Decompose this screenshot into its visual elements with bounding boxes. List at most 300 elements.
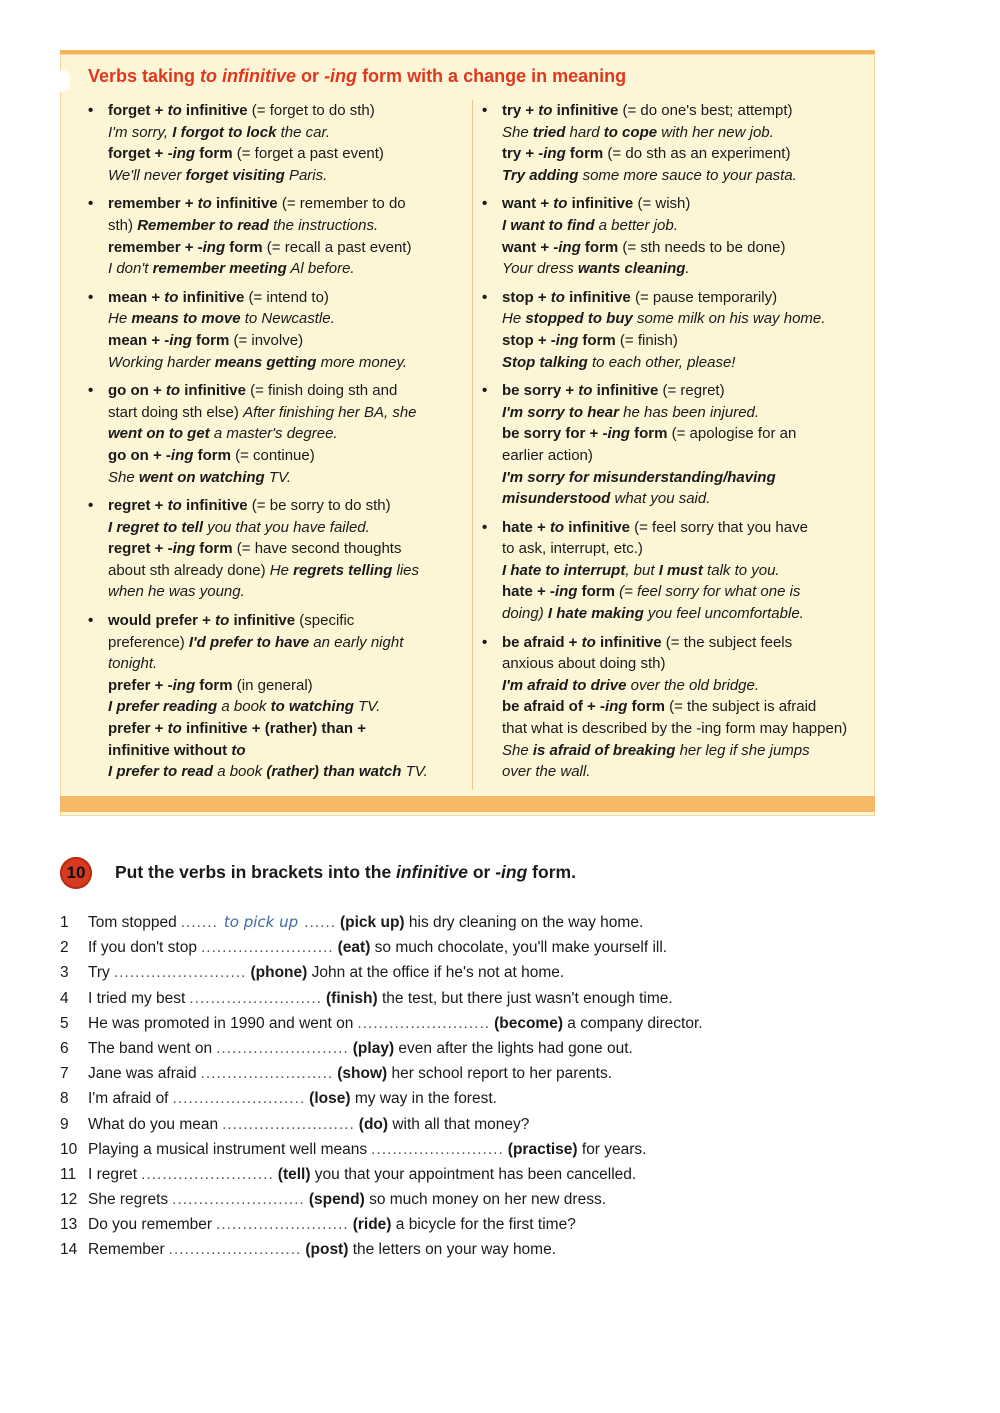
exercise-item	[60, 1237, 860, 1262]
example-line	[108, 423, 458, 445]
text-segment: went on watching	[138, 468, 265, 486]
text-segment: mean +	[108, 288, 165, 306]
item-text	[88, 1036, 633, 1061]
item-number: 6	[60, 1039, 69, 1057]
text-segment: She	[502, 741, 533, 759]
text-segment: prefer +	[108, 720, 168, 738]
verb-in-brackets: (lose)	[309, 1090, 351, 1108]
rules-column-left	[88, 100, 458, 790]
verb-in-brackets: (practise)	[507, 1140, 578, 1158]
text-segment: to ask, interrupt, etc.)	[502, 540, 643, 558]
item-number: 1	[60, 914, 69, 931]
text-segment: (= do one's best; attempt)	[618, 102, 793, 119]
text-segment: infinitive	[229, 612, 296, 630]
text-segment: form	[195, 540, 233, 558]
rule-item	[88, 495, 458, 603]
text-segment: tonight.	[108, 655, 158, 673]
text-segment: remember +	[108, 195, 198, 213]
text-segment: I'm afraid to drive	[502, 676, 627, 694]
item-prompt: I tried my best	[88, 989, 186, 1007]
text-segment: earlier action)	[502, 446, 593, 464]
text-segment: ing	[543, 145, 566, 163]
text-segment: to	[550, 288, 565, 306]
rule-line	[108, 237, 458, 259]
text-segment: remember + -	[108, 238, 203, 256]
bullet-icon: •	[482, 288, 488, 306]
title-part: form with a change in meaning	[357, 66, 627, 86]
text-segment: would prefer +	[108, 612, 216, 630]
text-segment: (= feel sorry for what one is	[614, 583, 801, 601]
example-line	[502, 258, 867, 280]
text-segment: ing	[607, 425, 630, 443]
text-segment: regret + -	[108, 540, 173, 558]
example-line	[108, 696, 458, 718]
item-number: 11	[60, 1165, 77, 1183]
rule-line	[108, 560, 458, 582]
text-segment: preference)	[108, 633, 189, 651]
text-segment: (= involve)	[229, 331, 304, 349]
text-segment: stopped to buy	[525, 310, 633, 328]
exercise-item	[60, 986, 860, 1011]
text-segment: hate + -	[502, 583, 555, 601]
text-segment: infinitive	[211, 195, 278, 213]
text-segment: to	[553, 195, 568, 213]
text-segment: (= regret)	[658, 382, 725, 400]
text-segment: ing	[172, 540, 196, 558]
example-line	[502, 488, 867, 510]
answer-blank[interactable]: .........................	[141, 1165, 274, 1183]
bullet-icon: •	[88, 382, 94, 400]
answer-blank[interactable]: .........................	[216, 1216, 349, 1234]
rule-line	[502, 538, 867, 560]
text-segment: lies	[392, 561, 420, 579]
rule-line	[502, 143, 867, 165]
text-segment: .	[685, 260, 690, 278]
title-part: or	[296, 66, 325, 86]
text-segment: He	[502, 310, 526, 328]
text-segment: (= finish doing sth and	[245, 382, 398, 400]
text-segment: ing	[558, 238, 581, 256]
bullet-icon: •	[482, 633, 488, 651]
text-segment: go on +	[108, 382, 166, 400]
text-segment: to cope	[603, 123, 658, 141]
text-segment: (= recall a past event)	[262, 238, 412, 256]
item-number: 9	[60, 1115, 69, 1133]
verb-in-brackets: (post)	[305, 1241, 349, 1259]
bullet-icon: •	[88, 288, 94, 306]
text-segment: about sth already done)	[108, 561, 270, 579]
example-line	[108, 653, 458, 675]
instruction-part: Put the verbs in brackets into the	[115, 862, 397, 882]
text-segment: to Newcastle.	[240, 310, 335, 328]
text-segment: form	[629, 425, 668, 443]
text-segment: sth)	[108, 216, 138, 234]
text-segment: Remember to read	[137, 216, 269, 234]
text-segment: mean + -	[108, 331, 170, 349]
text-segment: regrets telling	[293, 561, 393, 579]
item-rest: for years.	[577, 1140, 647, 1158]
text-segment: (= remember to do	[277, 195, 406, 213]
text-segment: She	[502, 123, 533, 141]
rule-line	[502, 237, 867, 259]
text-segment: her leg if she jumps	[675, 741, 810, 759]
rule-line	[108, 330, 458, 352]
text-segment: form	[193, 446, 231, 464]
text-segment: with her new job.	[657, 123, 774, 141]
text-segment: , but	[625, 561, 659, 579]
item-number: 4	[60, 989, 69, 1007]
text-segment: (= be sorry to do sth)	[247, 497, 391, 515]
rule-line	[502, 696, 867, 718]
example-line	[108, 258, 458, 280]
answer-blank[interactable]: .........................	[113, 964, 247, 982]
example-line	[502, 402, 867, 424]
text-segment: try + -	[502, 145, 544, 163]
text-segment: ing	[172, 676, 196, 694]
item-number: 14	[60, 1241, 78, 1259]
verb-in-brackets: (tell)	[277, 1165, 311, 1183]
rule-line	[502, 445, 867, 467]
rule-line	[108, 143, 458, 165]
text-segment: form	[577, 583, 615, 601]
rule-item	[88, 610, 458, 783]
rule-line	[108, 610, 458, 632]
text-segment: infinitive	[567, 195, 634, 213]
text-segment: ing	[202, 238, 226, 256]
text-segment: doing)	[502, 605, 548, 623]
title-part: Verbs taking	[88, 66, 201, 86]
rule-line	[502, 603, 867, 625]
answer-blank[interactable]: .........................	[172, 1090, 306, 1108]
text-segment: a better job.	[594, 216, 678, 234]
rule-item	[482, 287, 867, 373]
text-segment: anxious about doing sth)	[502, 655, 666, 673]
item-text	[88, 960, 564, 985]
exercise-item	[60, 910, 860, 935]
item-prompt: I'm afraid of	[88, 1090, 169, 1108]
instruction-part: infinitive	[396, 862, 468, 882]
rule-line	[502, 193, 867, 215]
text-segment: hate +	[502, 518, 550, 536]
rule-item	[482, 517, 867, 625]
text-segment: I forgot to lock	[172, 123, 277, 141]
text-segment: (rather)	[264, 720, 318, 738]
bullet-icon: •	[482, 195, 488, 213]
text-segment: a book	[213, 763, 267, 781]
text-segment: want +	[502, 195, 554, 213]
text-segment: when he was young.	[108, 583, 245, 601]
text-segment: infinitive	[564, 518, 630, 536]
verb-in-brackets: (pick up)	[340, 914, 405, 931]
bullet-icon: •	[482, 382, 488, 400]
text-segment: TV.	[401, 763, 428, 781]
verb-in-brackets: (spend)	[308, 1191, 365, 1209]
answer-blank[interactable]: .........................	[200, 1065, 334, 1083]
title-part: to infinitive	[200, 66, 297, 86]
item-prompt: He was promoted in 1990 and went on	[88, 1014, 354, 1032]
text-segment: ing	[169, 331, 192, 349]
column-divider	[472, 100, 473, 790]
item-number: 7	[60, 1065, 69, 1083]
instruction-part: -ing	[495, 862, 528, 882]
exercise-item	[60, 1086, 860, 1111]
exercise-item	[60, 1112, 860, 1137]
text-segment: to	[581, 633, 596, 651]
text-segment: ing	[172, 145, 196, 163]
text-segment: to	[231, 741, 246, 759]
rule-line	[502, 517, 867, 539]
example-line	[108, 122, 458, 144]
item-rest: even after the lights had gone out.	[394, 1039, 633, 1057]
verb-in-brackets: (eat)	[337, 939, 371, 957]
text-segment: After finishing her BA, she	[243, 403, 417, 421]
text-segment: what you said.	[610, 490, 711, 508]
item-number: 3	[60, 964, 69, 982]
rule-line	[108, 675, 458, 697]
text-segment: (= have second thoughts	[232, 540, 402, 558]
text-segment: form	[565, 145, 604, 163]
rule-line	[108, 287, 458, 309]
item-text	[88, 1187, 606, 1212]
text-segment: over the old bridge.	[626, 676, 760, 694]
item-text	[88, 1061, 612, 1086]
example-line	[502, 215, 867, 237]
text-segment: infinitive	[592, 382, 659, 400]
exercise-item	[60, 935, 860, 960]
item-rest: a company director.	[562, 1014, 703, 1032]
text-segment: I hate making	[547, 605, 644, 623]
rule-line	[502, 581, 867, 603]
answer-blank[interactable]: .........................	[371, 1140, 504, 1158]
text-segment: I'm sorry for misunderstanding/having	[502, 468, 776, 486]
rule-line	[502, 423, 867, 445]
answer-blank[interactable]: .........................	[168, 1241, 302, 1259]
box-title	[88, 66, 626, 87]
exercise-item	[60, 1137, 860, 1162]
exercise-item	[60, 1162, 860, 1187]
text-segment: I'd prefer to have	[188, 633, 310, 651]
text-segment: over the wall.	[502, 763, 591, 781]
verb-in-brackets: (do)	[358, 1115, 389, 1133]
rule-line	[108, 445, 458, 467]
text-segment: (= wish)	[633, 195, 691, 213]
text-segment: (= feel sorry that you have	[629, 518, 808, 536]
item-prompt: She regrets	[88, 1191, 169, 1209]
text-segment: be sorry +	[502, 382, 579, 400]
rule-line	[502, 100, 867, 122]
item-prompt: Tom stopped	[88, 914, 177, 931]
example-line	[108, 761, 458, 783]
text-segment: to each other, please!	[587, 353, 736, 371]
rule-item	[482, 632, 867, 783]
text-segment: infinitive without	[108, 741, 232, 759]
text-segment: (= pause temporarily)	[630, 288, 778, 306]
text-segment: than +	[317, 720, 367, 738]
rule-line	[108, 193, 458, 215]
text-segment: (= intend to)	[244, 288, 329, 306]
text-segment: means to move	[131, 310, 241, 328]
example-line	[502, 165, 867, 187]
text-segment: (specific	[295, 612, 355, 630]
text-segment: forget + -	[108, 145, 173, 163]
text-segment: he has been injured.	[618, 403, 760, 421]
instruction-part: form.	[527, 862, 576, 882]
exercise-list	[60, 910, 860, 1263]
item-prompt: Jane was afraid	[88, 1065, 197, 1083]
rule-item	[88, 380, 458, 488]
answer-blank[interactable]: ......	[304, 914, 336, 931]
text-segment: I don't	[108, 260, 153, 278]
text-segment: to	[215, 612, 230, 630]
answer-blank[interactable]: .........................	[200, 939, 334, 957]
verb-in-brackets: (ride)	[352, 1216, 392, 1234]
item-rest: his dry cleaning on the way home.	[404, 914, 644, 931]
text-segment: the car.	[276, 123, 331, 141]
text-segment: ing	[555, 331, 579, 349]
exercise-item	[60, 1036, 860, 1061]
text-segment: stop +	[502, 288, 551, 306]
verb-in-brackets: (phone)	[250, 964, 308, 982]
text-segment: go on + -	[108, 446, 171, 464]
text-segment: infinitive	[178, 288, 245, 306]
text-segment: remember meeting	[152, 260, 287, 278]
item-rest: her school report to her parents.	[387, 1065, 613, 1083]
item-rest: a bicycle for the first time?	[391, 1216, 576, 1234]
rule-line	[108, 100, 458, 122]
answer-blank[interactable]: .........................	[357, 1014, 491, 1032]
example-line	[108, 352, 458, 374]
example-line	[502, 560, 867, 582]
answer-blank[interactable]: .........................	[172, 1191, 305, 1209]
item-text	[88, 910, 643, 935]
item-rest: the test, but there just wasn't enough time.	[377, 989, 673, 1007]
exercise-item	[60, 960, 860, 985]
text-segment: (in general)	[232, 676, 313, 694]
text-segment: infinitive	[180, 382, 246, 400]
item-rest: the letters on your way home.	[348, 1241, 557, 1259]
text-segment: some milk on his way home.	[632, 310, 826, 328]
example-line	[502, 675, 867, 697]
text-segment: that what is described by the -ing form may happen)	[502, 720, 848, 738]
rule-line	[502, 632, 867, 654]
verb-in-brackets: (become)	[494, 1014, 563, 1032]
text-segment: wants cleaning	[577, 260, 686, 278]
item-prompt: Try	[88, 964, 110, 982]
rule-line	[108, 402, 458, 424]
text-segment: tried	[532, 123, 566, 141]
item-text	[88, 1011, 703, 1036]
rule-item	[88, 100, 458, 186]
rule-line	[108, 718, 458, 740]
text-segment: infinitive	[181, 497, 248, 515]
answer-blank[interactable]: .........................	[216, 1039, 349, 1057]
item-text	[88, 1137, 647, 1162]
answer-blank[interactable]: .........................	[189, 989, 323, 1007]
text-segment: infinitive	[552, 102, 619, 119]
answer-blank[interactable]: .........................	[222, 1115, 355, 1133]
text-segment: be sorry for + -	[502, 425, 608, 443]
text-segment: to	[167, 720, 182, 738]
text-segment: the instructions.	[268, 216, 379, 234]
text-segment: I'm sorry to hear	[502, 403, 619, 421]
item-text	[88, 1112, 529, 1137]
text-segment: (= apologise for an	[667, 425, 797, 443]
verb-in-brackets: (show)	[337, 1065, 388, 1083]
rule-item	[482, 380, 867, 510]
box-bottom-strip	[60, 796, 875, 812]
text-segment: Al before.	[286, 260, 355, 278]
rule-line	[502, 380, 867, 402]
text-segment: infinitive +	[181, 720, 265, 738]
text-segment: We'll never	[108, 166, 186, 184]
item-number: 13	[60, 1216, 78, 1234]
rule-line	[108, 495, 458, 517]
text-segment: He	[108, 310, 132, 328]
answer-handwritten: to pick up	[223, 913, 299, 931]
text-segment: I regret to tell	[108, 518, 204, 536]
text-segment: I'm sorry,	[108, 123, 173, 141]
instruction-part: or	[468, 862, 496, 882]
item-number: 8	[60, 1090, 69, 1108]
item-prompt: Playing a musical instrument well means	[88, 1140, 368, 1158]
text-segment: infinitive	[181, 102, 248, 119]
text-segment: be afraid of + -	[502, 698, 605, 716]
text-segment: regret +	[108, 497, 168, 515]
answer-blank[interactable]: .......	[180, 914, 218, 931]
text-segment: infinitive	[595, 633, 662, 651]
text-segment: (= do sth as an experiment)	[603, 145, 791, 163]
text-segment: (= finish)	[615, 331, 678, 349]
text-segment: He	[269, 561, 294, 579]
text-segment: TV.	[353, 698, 381, 716]
item-prompt: Remember	[88, 1241, 165, 1259]
item-rest: so much money on her new dress.	[364, 1191, 607, 1209]
example-line	[108, 165, 458, 187]
text-segment: to	[538, 102, 553, 119]
text-segment: more money.	[316, 353, 407, 371]
example-line	[502, 740, 867, 762]
text-segment: I prefer to read	[108, 763, 214, 781]
rule-line	[502, 287, 867, 309]
exercise-item	[60, 1212, 860, 1237]
rule-line	[108, 215, 458, 237]
text-segment: to	[167, 102, 182, 119]
item-rest: you that your appointment has been cancelled.	[310, 1165, 637, 1183]
text-segment: misunderstood	[502, 490, 611, 508]
item-text	[88, 986, 673, 1011]
item-number: 5	[60, 1014, 69, 1032]
text-segment: form	[195, 145, 233, 163]
text-segment: to	[197, 195, 212, 213]
text-segment: Your dress	[502, 260, 578, 278]
rule-item	[482, 100, 867, 186]
text-segment: prefer + -	[108, 676, 173, 694]
text-segment: is afraid of breaking	[532, 741, 676, 759]
item-prompt: Do you remember	[88, 1216, 213, 1234]
item-prompt: I regret	[88, 1165, 138, 1183]
text-segment: (= continue)	[230, 446, 315, 464]
text-segment: Stop talking	[502, 353, 588, 371]
rule-line	[108, 380, 458, 402]
rule-line	[108, 632, 458, 654]
text-segment: form	[195, 676, 233, 694]
text-segment: (= the subject feels	[661, 633, 793, 651]
text-segment: ing	[554, 583, 578, 601]
text-segment: form	[225, 238, 263, 256]
example-line	[108, 308, 458, 330]
item-number: 12	[60, 1191, 78, 1209]
text-segment: (= forget to do sth)	[247, 102, 375, 119]
